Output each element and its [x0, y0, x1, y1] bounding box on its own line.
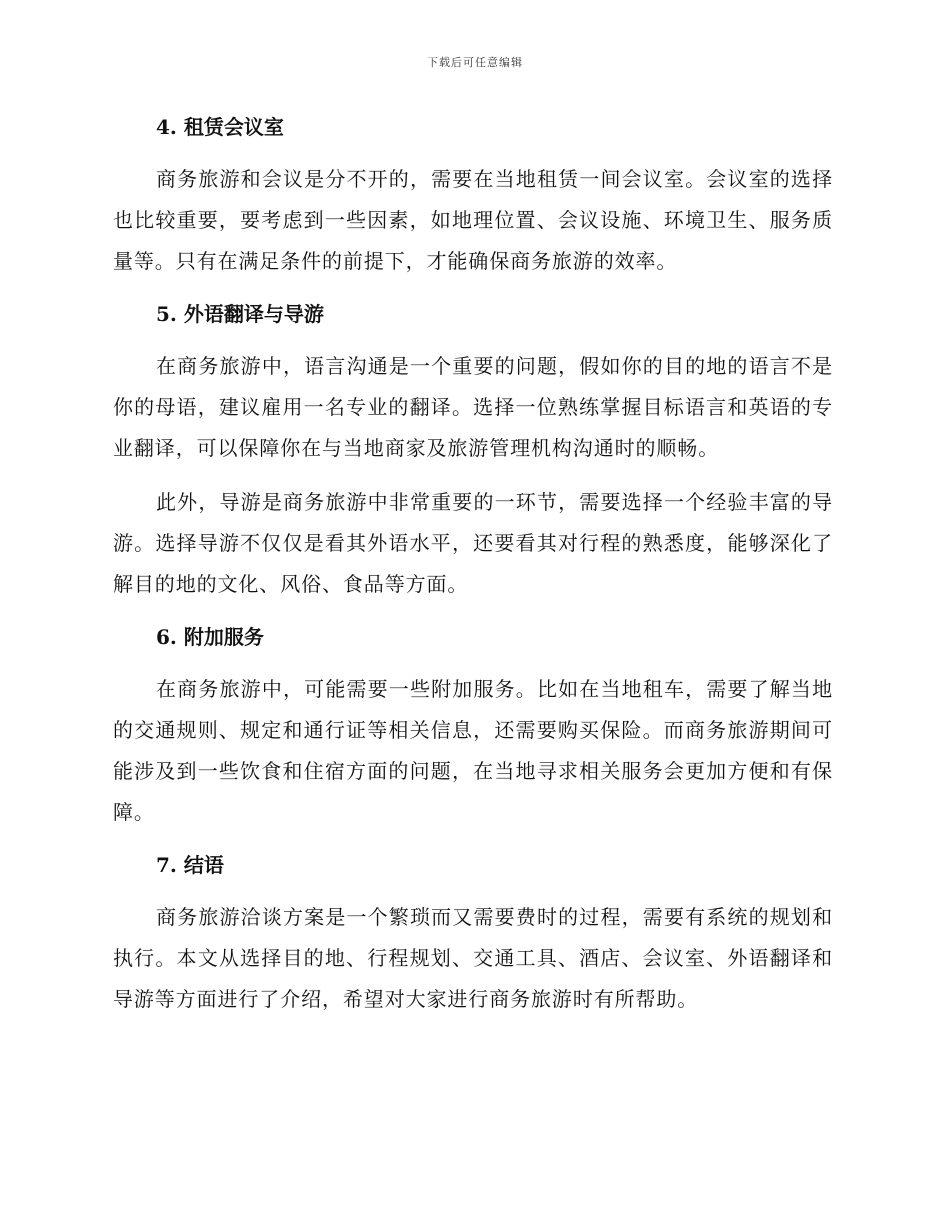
section-heading-translation-guide: 5. 外语翻译与导游: [156, 302, 324, 326]
document-body: [113, 108, 833, 1033]
section-heading-additional-services: 6. 附加服务: [156, 625, 264, 649]
section-heading-conclusion: 7. 结语: [156, 853, 224, 877]
paragraph-tour-guide: 此外，导游是商务旅游中非常重要的一环节，需要选择一个经验丰富的导游。选择导游不仅仅是看其外语水平，还要看其对行程的熟悉度，能够深化了解目的地的文化、风俗、食品等方面。: [113, 490, 833, 596]
page-header: 下载后可任意编辑: [427, 56, 523, 69]
section-heading-conference-room: 4. 租赁会议室: [156, 115, 284, 139]
paragraph-translation: 在商务旅游中，语言沟通是一个重要的问题，假如你的目的地的语言不是你的母语，建议雇用一名专业的翻译。选择一位熟练掌握目标语言和英语的专业翻译，可以保障你在与当地商家及旅游管理机构沟通时的顺畅。: [113, 354, 833, 460]
paragraph-additional-services: 在商务旅游中，可能需要一些附加服务。比如在当地租车，需要了解当地的交通规则、规定和通行证等相关信息，还需要购买保险。而商务旅游期间可能涉及到一些饮食和住宿方面的问题，在当地寻求相关服务会更加方便和有保障。: [113, 677, 833, 824]
paragraph-conclusion: 商务旅游洽谈方案是一个繁琐而又需要费时的过程，需要有系统的规划和执行。本文从选择目的地、行程规划、交通工具、酒店、会议室、外语翻译和导游等方面进行了介绍，希望对大家进行商务旅游时有所帮助。: [113, 905, 833, 1011]
paragraph-conference-room: 商务旅游和会议是分不开的，需要在当地租赁一间会议室。会议室的选择也比较重要，要考虑到一些因素，如地理位置、会议设施、环境卫生、服务质量等。只有在满足条件的前提下，才能确保商务旅游的效率。: [113, 167, 833, 273]
